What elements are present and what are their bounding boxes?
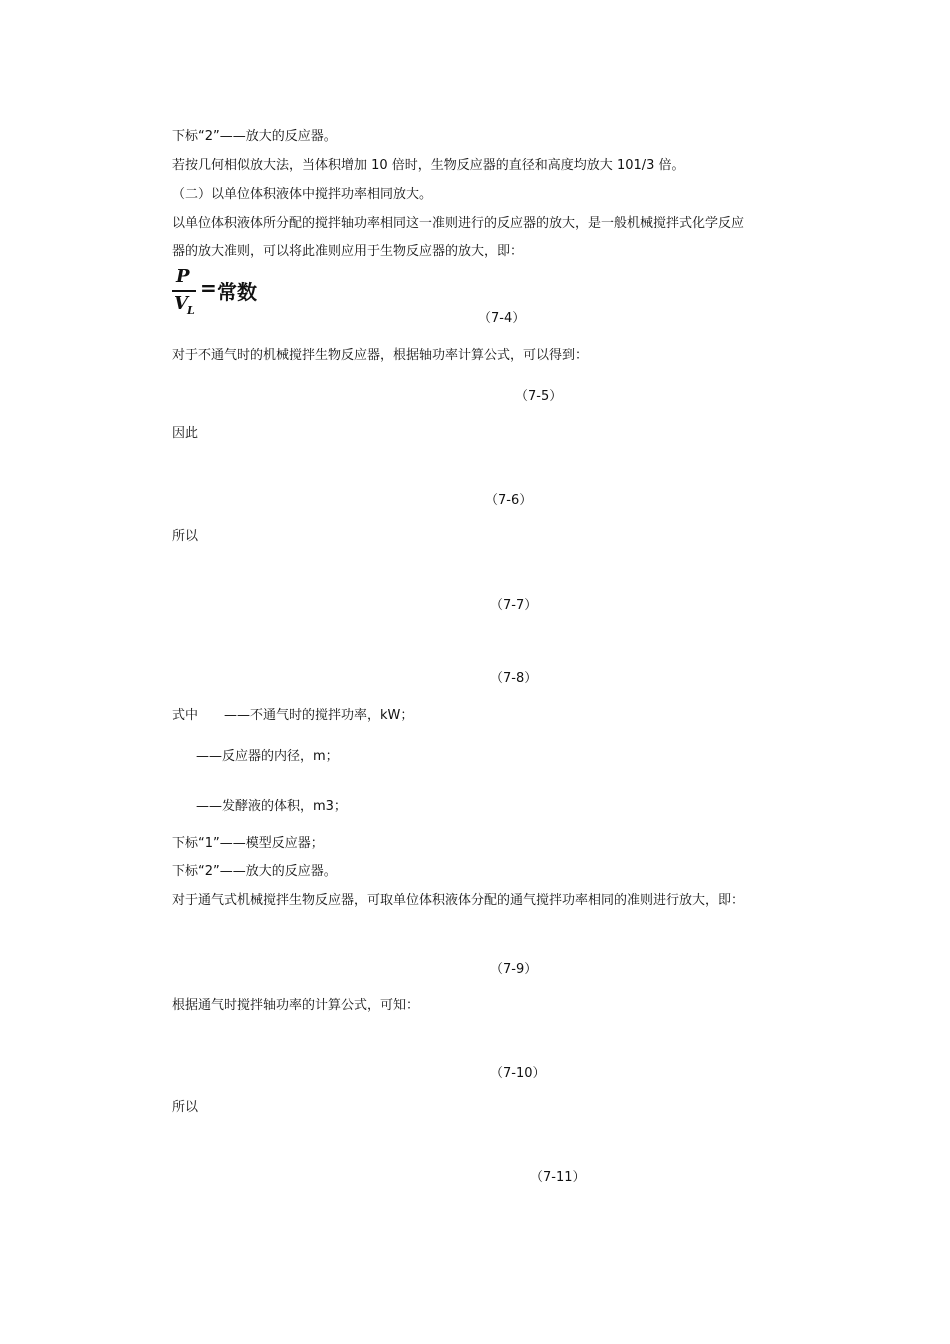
text-line: 所以 — [172, 529, 199, 544]
equation-number: （7-5） — [515, 389, 563, 404]
text-line: 器的放大准则，可以将此准则应用于生物反应器的放大，即： — [172, 244, 524, 259]
formula-denominator: V — [174, 293, 188, 314]
text-line: ——发酵液的体积，m3； — [196, 799, 347, 814]
text-line: 式中 ——不通气时的搅拌功率，kW； — [172, 708, 414, 723]
equation-number: （7-8） — [490, 671, 538, 686]
section-heading: （二）以单位体积液体中搅拌功率相同放大。 — [172, 187, 433, 202]
text-line: 下标“1”——模型反应器； — [172, 836, 324, 851]
fraction-bar — [172, 290, 196, 292]
text-line: 下标“2”——放大的反应器。 — [172, 864, 337, 879]
equation-number: （7-4） — [478, 311, 526, 326]
text-line: 若按几何相似放大法，当体积增加 10 倍时，生物反应器的直径和高度均放大 101/3 倍。 — [172, 158, 685, 173]
formula-power-per-volume — [172, 266, 292, 322]
text-line: 对于通气式机械搅拌生物反应器，可取单位体积液体分配的通气搅拌功率相同的准则进行放大，即： — [172, 893, 745, 908]
equation-number: （7-9） — [490, 962, 538, 977]
equation-number: （7-6） — [485, 493, 533, 508]
equation-number: （7-7） — [490, 598, 538, 613]
text-line: 所以 — [172, 1100, 199, 1115]
text-line: 以单位体积液体所分配的搅拌轴功率相同这一准则进行的反应器的放大，是一般机械搅拌式化学反应 — [172, 216, 745, 231]
text-line: 对于不通气时的机械搅拌生物反应器，根据轴功率计算公式，可以得到： — [172, 348, 589, 363]
text-line: 根据通气时搅拌轴功率的计算公式，可知： — [172, 998, 420, 1013]
text-line: 因此 — [172, 426, 199, 441]
equation-number: （7-11） — [530, 1170, 586, 1185]
text-line: 下标“2”——放大的反应器。 — [172, 129, 337, 144]
formula-equals: = — [200, 276, 217, 300]
text-line: ——反应器的内径，m； — [196, 749, 339, 764]
formula-subscript: L — [187, 304, 195, 317]
formula-constant: 常数 — [217, 280, 257, 304]
equation-number: （7-10） — [490, 1066, 546, 1081]
formula-numerator: P — [176, 266, 190, 287]
